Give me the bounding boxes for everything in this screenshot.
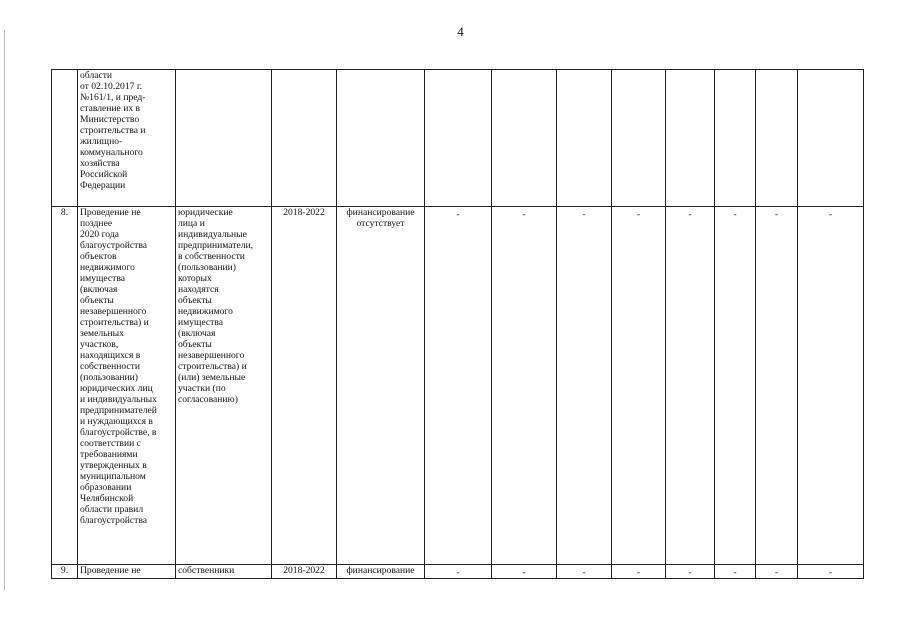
value-cell: - [557, 565, 612, 579]
row-number [52, 70, 78, 207]
financing-cell: финансирование [337, 565, 425, 579]
value-cell [612, 70, 666, 207]
value-cell: - [612, 565, 666, 579]
value-cell: - [798, 207, 864, 565]
value-cell: - [756, 565, 798, 579]
value-cell [666, 70, 715, 207]
measure-text: Проведение не [80, 565, 141, 576]
value-cell: - [715, 207, 756, 565]
table-row [52, 70, 864, 207]
value-cell: - [666, 565, 715, 579]
value-cell: - [798, 565, 864, 579]
period-cell [272, 70, 337, 207]
value-cell: - [715, 565, 756, 579]
table-row [52, 207, 864, 565]
value-cell: - [557, 207, 612, 565]
value-cell: - [425, 207, 492, 565]
row-number: 8. [52, 207, 78, 565]
program-measures-table [51, 69, 864, 579]
value-cell [492, 70, 557, 207]
value-cell: - [425, 565, 492, 579]
period-cell: 2018-2022 [272, 565, 337, 579]
financing-cell [337, 207, 425, 565]
value-cell: - [666, 207, 715, 565]
value-cell [425, 70, 492, 207]
executor-text: юридические лица и индивидуальные предприниматели, в собственности (пользовании) которых находятся объекты недвижимого имущества (включая объекты незавершенного строительства) и (или) земельные участки (по согласованию) [178, 207, 254, 405]
table-row [52, 565, 864, 579]
value-cell [715, 70, 756, 207]
scan-edge-line [4, 30, 5, 590]
measure-cell [78, 207, 176, 565]
executor-cell [176, 70, 272, 207]
value-cell: - [492, 565, 557, 579]
value-cell: - [612, 207, 666, 565]
page-number: 4 [457, 24, 464, 39]
measure-cell [78, 565, 176, 579]
value-cell [756, 70, 798, 207]
measure-text: Проведение не позднее 2020 года благоустройства объектов недвижимого имущества (включая объекты незавершенного строительства) и земельных участков, находящихся в собственности (пользовании) юридических лиц и индивидуальных предпринимателей и нуждающихся в благоустройстве, в соответствии с требованиями утвержденных в муниципальном образовании Челябинской области правил благоустройства [80, 207, 157, 526]
value-cell: - [756, 207, 798, 565]
row-number: 9. [52, 565, 78, 579]
financing-cell [337, 70, 425, 207]
period-cell: 2018-2022 [272, 207, 337, 565]
executor-cell [176, 207, 272, 565]
value-cell [798, 70, 864, 207]
measure-cell [78, 70, 176, 207]
measure-text: области от 02.10.2017 г. №161/1, и пред- ставление их в Министерство строительства и жилищно- коммунального хозяйства Российской Федерации [80, 70, 146, 191]
executor-cell: собственники [176, 565, 272, 579]
financing-text: финансирование отсутствует [346, 207, 415, 229]
value-cell [557, 70, 612, 207]
value-cell: - [492, 207, 557, 565]
